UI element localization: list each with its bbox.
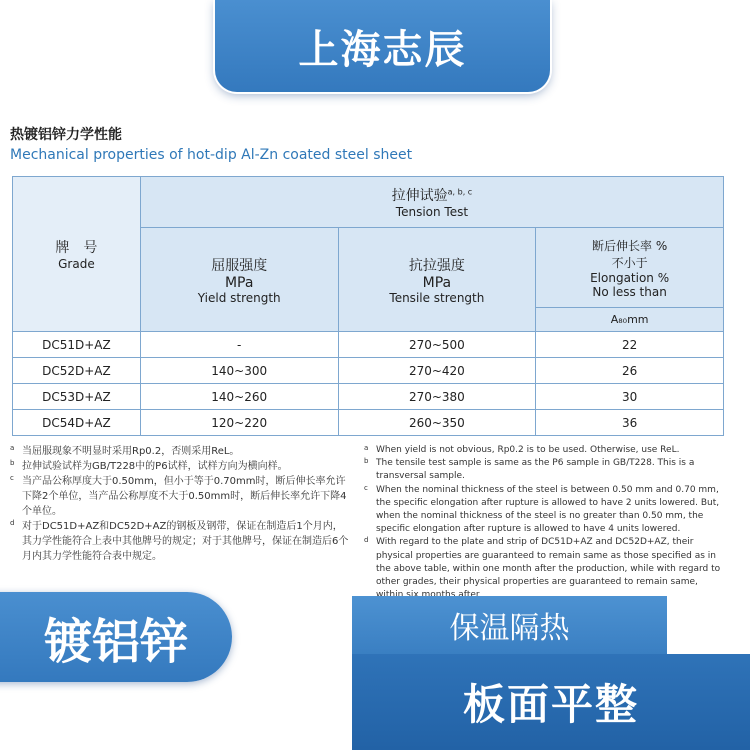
banner-title: 上海志辰	[298, 26, 467, 73]
cell-grade: DC54D+AZ	[13, 410, 141, 436]
cell-grade: DC52D+AZ	[13, 358, 141, 384]
cell-yield: 140~300	[140, 358, 338, 384]
mechanical-properties-table	[12, 176, 724, 436]
cell-elongation: 30	[536, 384, 724, 410]
feature-tag-flatness-text: 板面平整	[462, 680, 639, 729]
tension-header-en: Tension Test	[395, 205, 469, 219]
footnote-text: When the nominal thickness of the steel is between 0.50 mm and 0.70 mm, the specific elongation after rupture is allowed to have 2 units lowered. But, when the nominal thickness of the steel is no greater than 0.50 mm, the specific elongation after rupture is allowed to have 4 units lowered.	[376, 484, 720, 535]
tension-header-cn: 拉伸试验	[391, 188, 448, 204]
product-tag-left	[0, 592, 232, 682]
grade-header	[13, 177, 141, 332]
footnote	[364, 484, 724, 537]
footnote-text: 当屈服现象不明显时采用Rp0.2，否则采用ReL。	[22, 446, 240, 457]
elong-header-en2: No less than	[592, 284, 667, 299]
tension-test-header	[140, 177, 723, 228]
cell-yield: 140~260	[140, 384, 338, 410]
footnote	[364, 444, 724, 457]
grade-header-cn: 牌 号	[55, 240, 98, 256]
heading-en: Mechanical properties of hot-dip Al-Zn coated steel sheet	[10, 147, 413, 163]
cell-elongation: 26	[536, 358, 724, 384]
cell-tensile: 270~420	[338, 358, 536, 384]
top-banner	[215, 0, 550, 92]
yield-header-cn: 屈服强度	[211, 257, 268, 274]
tensile-header-cn: 抗拉强度	[408, 257, 465, 274]
footnote	[364, 536, 724, 602]
tension-header-sup: a, b, c	[447, 187, 473, 197]
grade-header-en: Grade	[58, 257, 95, 271]
footnote	[10, 519, 350, 564]
feature-tag-insulation-text: 保温隔热	[449, 611, 570, 646]
footnote	[364, 457, 724, 483]
heading-cn: 热镀铝锌力学性能	[10, 127, 122, 143]
footnote-mark: a	[364, 444, 369, 452]
footnotes-cn	[10, 444, 350, 564]
footnote	[10, 474, 350, 519]
footnote-mark: a	[10, 444, 15, 452]
footnote	[10, 444, 350, 459]
footnote	[10, 459, 350, 474]
cell-grade: DC53D+AZ	[13, 384, 141, 410]
cell-tensile: 270~380	[338, 384, 536, 410]
cell-yield: -	[140, 332, 338, 358]
footnote-mark: d	[10, 519, 15, 527]
tensile-strength-header	[338, 228, 536, 332]
table-row	[13, 358, 724, 384]
cell-tensile: 270~500	[338, 332, 536, 358]
footnote-mark: c	[10, 474, 14, 482]
elongation-header	[536, 228, 724, 308]
elong-header-cn: 断后伸长率 %	[592, 238, 668, 253]
yield-header-en: Yield strength	[197, 290, 281, 305]
elong-header-en: Elongation %	[590, 270, 670, 285]
cell-tensile: 260~350	[338, 410, 536, 436]
product-tag-left-text: 镀铝锌	[43, 613, 188, 670]
elongation-subheader: A₈₀mm	[536, 308, 724, 332]
footnotes-en	[364, 444, 724, 602]
cell-grade: DC51D+AZ	[13, 332, 141, 358]
table-row	[13, 332, 724, 358]
table-row	[13, 384, 724, 410]
footnote-text: 对于DC51D+AZ和DC52D+AZ的钢板及钢带，保证在制造后1个月内，其力学性能符合上表中其他牌号的规定；对于其他牌号，保证在制造后6个月内其力学性能符合表中规定。	[22, 521, 349, 562]
elong-header-cn2: 不小于	[611, 255, 648, 270]
tensile-header-unit: MPa	[422, 274, 452, 291]
tensile-header-en: Tensile strength	[389, 290, 485, 305]
footnote-text: The tensile test sample is same as the P6 sample in GB/T228. This is a transversal sample.	[376, 458, 695, 482]
footnote-mark: b	[10, 459, 15, 467]
table-row	[13, 410, 724, 436]
yield-header-unit: MPa	[224, 274, 254, 291]
yield-strength-header	[140, 228, 338, 332]
feature-tag-flatness	[352, 654, 750, 750]
footnote-text: 当产品公称厚度大于0.50mm，但小于等于0.70mm时，断后伸长率允许下降2个单位，当产品公称厚度不大于0.50mm时，断后伸长率允许下降4个单位。	[22, 476, 347, 517]
cell-yield: 120~220	[140, 410, 338, 436]
footnote-text: With regard to the plate and strip of DC51D+AZ and DC52D+AZ, their physical properties are guaranteed to remain same as those specified as in the above table, within one month after the production, while with regard to other grades, their physical properties are guaranteed to remain same,	[376, 537, 721, 588]
footnote-mark: c	[364, 483, 368, 492]
footnote-mark: d	[364, 536, 369, 545]
footnote-text: 拉伸试验试样为GB/T228中的P6试样，试样方向为横向样。	[22, 461, 288, 472]
footnote-text: When yield is not obvious, Rp0.2 is to be used. Otherwise, use ReL.	[376, 445, 680, 455]
cell-elongation: 22	[536, 332, 724, 358]
feature-tag-insulation	[352, 596, 667, 654]
footnote-mark: b	[364, 457, 369, 466]
cell-elongation: 36	[536, 410, 724, 436]
